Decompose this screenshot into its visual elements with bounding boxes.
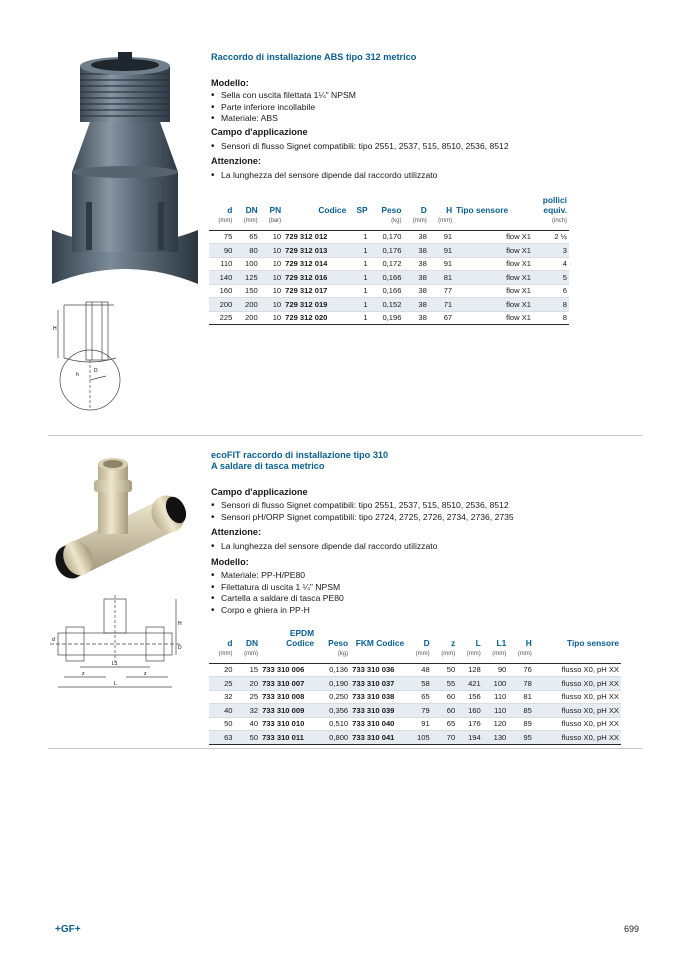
list-item: • Sensori di flusso Signet compatibili: tipo 2551, 2537, 515, 8510, 2536, 8512 <box>211 500 514 512</box>
dim-label-d-large: D <box>178 645 182 651</box>
col-header: Codice <box>318 205 347 215</box>
list-item: • Sensori pH/ORP Signet compatibili: tipo 2724, 2725, 2726, 2734, 2736, 2735 <box>211 512 514 524</box>
table-cell: 100 <box>483 677 509 691</box>
table-cell: flow X1 <box>454 257 533 271</box>
section1-table <box>209 195 569 325</box>
section-divider <box>48 748 642 749</box>
table-cell: 0,152 <box>370 298 404 312</box>
table-cell: 63 <box>209 731 235 745</box>
table-cell: 65 <box>432 717 458 731</box>
col-header: pollici equiv. <box>542 195 567 215</box>
table-cell: 6 <box>533 284 569 298</box>
table-cell: 0,510 <box>316 717 350 731</box>
table-cell: 733 310 011 <box>260 731 316 745</box>
table-row <box>209 271 569 285</box>
unit <box>454 215 533 230</box>
section2-title-line2: A saldare di tasca metrico <box>211 461 325 471</box>
table-cell: 0,190 <box>316 677 350 691</box>
table-cell: 50 <box>209 717 235 731</box>
col-header: d <box>227 205 233 215</box>
table-cell: 20 <box>209 663 235 677</box>
table-cell: 421 <box>457 677 483 691</box>
table-row <box>209 311 569 325</box>
table-cell: 10 <box>260 284 283 298</box>
dim-label-d-small: d <box>52 637 55 643</box>
table-cell: 10 <box>260 230 283 244</box>
unit: (mm) <box>243 218 258 225</box>
table-cell: 2 ½ <box>533 230 569 244</box>
table-cell: 91 <box>429 257 454 271</box>
table-cell: 40 <box>209 704 235 718</box>
table-cell: 58 <box>406 677 432 691</box>
col-header: SP <box>356 205 368 215</box>
table-cell: 71 <box>429 298 454 312</box>
table-cell: 0,196 <box>370 311 404 325</box>
table-cell: 729 312 014 <box>283 257 348 271</box>
unit <box>283 215 348 230</box>
table-cell: 729 312 016 <box>283 271 348 285</box>
list-item: • La lunghezza del sensore dipende dal raccordo utilizzato <box>211 170 437 182</box>
table-cell: 1 <box>348 271 369 285</box>
table-cell: 733 310 038 <box>350 690 406 704</box>
unit <box>350 648 406 663</box>
col-header: L1 <box>496 638 507 648</box>
table-cell: flow X1 <box>454 311 533 325</box>
col-header: PN <box>269 205 282 215</box>
col-header: Peso <box>381 205 402 215</box>
table-row <box>209 230 569 244</box>
table-cell: 4 <box>533 257 569 271</box>
unit: (mm) <box>466 651 481 658</box>
table-cell: 0,800 <box>316 731 350 745</box>
dim-label-l1: L1 <box>112 661 118 667</box>
table-cell: 38 <box>403 311 428 325</box>
table-row <box>209 717 621 731</box>
col-header: FKM Codice <box>355 638 405 648</box>
page-number: 699 <box>624 924 640 934</box>
unit: (mm) <box>218 218 233 225</box>
col-header: D <box>420 205 427 215</box>
table-cell: 0,172 <box>370 257 404 271</box>
section2-campo-label: Campo d'applicazione <box>211 487 308 497</box>
table-cell: 91 <box>406 717 432 731</box>
table-cell: 0,356 <box>316 704 350 718</box>
table-cell: 55 <box>432 677 458 691</box>
table-row <box>209 244 569 258</box>
list-item: • Materiale: ABS <box>211 113 356 125</box>
table-cell: flow X1 <box>454 230 533 244</box>
dim-label-l: L <box>114 681 117 687</box>
unit: (mm) <box>517 651 532 658</box>
table-cell: 733 310 009 <box>260 704 316 718</box>
table-cell: 10 <box>260 311 283 325</box>
section1-modello-label: Modello: <box>211 78 249 88</box>
table-cell: 91 <box>429 244 454 258</box>
table-cell: 25 <box>235 690 261 704</box>
table-cell: flusso X0, pH XX <box>534 717 621 731</box>
list-item: • Materiale: PP-H/PE80 <box>211 570 344 582</box>
table-cell: 1 <box>348 244 369 258</box>
table-cell: 105 <box>406 731 432 745</box>
table-cell: 32 <box>235 704 261 718</box>
table-cell: 200 <box>234 298 259 312</box>
table-cell: 79 <box>406 704 432 718</box>
table-cell: 95 <box>508 731 534 745</box>
table-cell: 729 312 020 <box>283 311 348 325</box>
table-cell: flow X1 <box>454 271 533 285</box>
table-cell: 733 310 040 <box>350 717 406 731</box>
table-cell: 733 310 036 <box>350 663 406 677</box>
col-header: z <box>451 638 456 648</box>
table-cell: 733 310 037 <box>350 677 406 691</box>
table-cell: 0,136 <box>316 663 350 677</box>
table-cell: 32 <box>209 690 235 704</box>
table-cell: 38 <box>403 284 428 298</box>
section2-title-line1: ecoFIT raccordo di installazione tipo 310 <box>211 450 389 460</box>
table-cell: 67 <box>429 311 454 325</box>
table-cell: 20 <box>235 677 261 691</box>
table-cell: 90 <box>209 244 234 258</box>
table-cell: 110 <box>483 690 509 704</box>
col-header: H <box>446 205 453 215</box>
table-cell: 0,176 <box>370 244 404 258</box>
table-cell: 78 <box>508 677 534 691</box>
table-cell: 140 <box>209 271 234 285</box>
gf-logo: +GF+ <box>55 924 81 935</box>
table-cell: 50 <box>235 731 261 745</box>
table-cell: flusso X0, pH XX <box>534 690 621 704</box>
unit: (mm) <box>438 218 453 225</box>
table-cell: 733 310 039 <box>350 704 406 718</box>
table-cell: 176 <box>457 717 483 731</box>
table-cell: 91 <box>429 230 454 244</box>
table-row <box>209 663 621 677</box>
table-cell: flow X1 <box>454 284 533 298</box>
table-cell: 89 <box>508 717 534 731</box>
table-cell: 1 <box>348 284 369 298</box>
list-item: • La lunghezza del sensore dipende dal raccordo utilizzato <box>211 541 437 553</box>
unit <box>348 215 369 230</box>
table-cell: 100 <box>234 257 259 271</box>
table-cell: 150 <box>234 284 259 298</box>
table-cell: 70 <box>432 731 458 745</box>
table-cell: 160 <box>209 284 234 298</box>
section2-campo-list <box>211 500 514 523</box>
dim-label-h: H <box>53 326 57 332</box>
table-cell: 0,170 <box>370 230 404 244</box>
list-item: • Filettatura di uscita 1 ¼" NPSM <box>211 582 344 594</box>
table-cell: 1 <box>348 257 369 271</box>
table-cell: 130 <box>483 731 509 745</box>
table-row <box>209 298 569 312</box>
table-cell: 90 <box>483 663 509 677</box>
table-cell: 110 <box>483 704 509 718</box>
table-row <box>209 704 621 718</box>
table-row <box>209 257 569 271</box>
table-cell: 156 <box>457 690 483 704</box>
table-cell: 733 310 008 <box>260 690 316 704</box>
table-cell: 38 <box>403 244 428 258</box>
table-row <box>209 284 569 298</box>
dim-label-z-right: z <box>144 671 147 677</box>
table-cell: 729 312 012 <box>283 230 348 244</box>
list-item: • Corpo e ghiera in PP-H <box>211 605 344 617</box>
col-header: D <box>423 638 430 648</box>
table-cell: flusso X0, pH XX <box>534 663 621 677</box>
list-item: • Cartella a saldare di tasca PE80 <box>211 593 344 605</box>
table-cell: 8 <box>533 311 569 325</box>
table-cell: flusso X0, pH XX <box>534 677 621 691</box>
section1-attenzione-label: Attenzione: <box>211 156 262 166</box>
col-header: Tipo sensore <box>567 638 619 648</box>
table-cell: 48 <box>406 663 432 677</box>
table-cell: 60 <box>432 704 458 718</box>
table-cell: 733 310 041 <box>350 731 406 745</box>
table-row <box>209 677 621 691</box>
table-cell: 10 <box>260 271 283 285</box>
table-cell: 80 <box>234 244 259 258</box>
table-cell: 40 <box>235 717 261 731</box>
table-cell: 729 312 013 <box>283 244 348 258</box>
table-cell: 733 310 010 <box>260 717 316 731</box>
table-cell: flow X1 <box>454 298 533 312</box>
unit: (mm) <box>412 218 427 225</box>
unit: (mm) <box>492 651 507 658</box>
technical-drawing-abs-312 <box>50 300 132 412</box>
technical-drawing-ecofit-310 <box>50 595 186 695</box>
section2-table <box>209 628 621 745</box>
table-cell: 65 <box>406 690 432 704</box>
section2-modello-label: Modello: <box>211 557 249 567</box>
table-cell: 8 <box>533 298 569 312</box>
table-cell: 733 310 007 <box>260 677 316 691</box>
table-cell: 1 <box>348 230 369 244</box>
table-cell: 200 <box>234 311 259 325</box>
table-cell: flow X1 <box>454 244 533 258</box>
table-cell: 200 <box>209 298 234 312</box>
col-header: EPDM Codice <box>286 628 315 648</box>
section1-campo-label: Campo d'applicazione <box>211 127 308 137</box>
col-header: DN <box>245 205 258 215</box>
dim-label-h: H <box>178 621 182 627</box>
table-cell: 729 312 017 <box>283 284 348 298</box>
table-cell: 729 312 019 <box>283 298 348 312</box>
table-cell: 76 <box>508 663 534 677</box>
table-cell: 15 <box>235 663 261 677</box>
col-header: Tipo sensore <box>456 205 509 215</box>
unit: (mm) <box>415 651 430 658</box>
table-cell: 0,250 <box>316 690 350 704</box>
unit: (mm) <box>441 651 456 658</box>
unit: (bar) <box>268 218 282 225</box>
product-photo-ecofit-310 <box>50 450 190 590</box>
table-cell: 120 <box>483 717 509 731</box>
table-cell: 38 <box>403 298 428 312</box>
col-header: d <box>227 638 233 648</box>
section1-modello-list <box>211 90 356 125</box>
section2-attenzione-label: Attenzione: <box>211 527 262 537</box>
section2-attenzione-list <box>211 541 437 553</box>
table-cell: 65 <box>234 230 259 244</box>
col-header: H <box>525 638 532 648</box>
unit: (inch) <box>551 218 567 225</box>
section1-campo-list <box>211 141 509 153</box>
table-cell: flusso X0, pH XX <box>534 704 621 718</box>
table-cell: 25 <box>209 677 235 691</box>
unit <box>260 648 316 663</box>
table-cell: 1 <box>348 311 369 325</box>
table-cell: 3 <box>533 244 569 258</box>
table-cell: 128 <box>457 663 483 677</box>
table-cell: 85 <box>508 704 534 718</box>
table-cell: 75 <box>209 230 234 244</box>
section2-title <box>211 450 388 472</box>
product-photo-abs-312 <box>50 44 200 286</box>
table-cell: 50 <box>432 663 458 677</box>
table-row <box>209 690 621 704</box>
table-cell: 225 <box>209 311 234 325</box>
unit: (mm) <box>218 651 233 658</box>
table-cell: 81 <box>508 690 534 704</box>
list-item: • Parte inferiore incollabile <box>211 102 356 114</box>
col-header: Peso <box>328 638 349 648</box>
unit: (mm) <box>244 651 259 658</box>
table-cell: 10 <box>260 244 283 258</box>
unit <box>534 648 621 663</box>
table-cell: 0,166 <box>370 271 404 285</box>
unit: (kg) <box>337 651 349 658</box>
table-cell: flusso X0, pH XX <box>534 731 621 745</box>
table-cell: 160 <box>457 704 483 718</box>
section2-modello-list <box>211 570 344 616</box>
table-cell: 38 <box>403 230 428 244</box>
unit: (kg) <box>391 218 402 225</box>
table-row <box>209 731 621 745</box>
section1-attenzione-list <box>211 170 437 182</box>
table-cell: 38 <box>403 271 428 285</box>
table-cell: 77 <box>429 284 454 298</box>
table-cell: 110 <box>209 257 234 271</box>
table-cell: 38 <box>403 257 428 271</box>
list-item: • Sensori di flusso Signet compatibili: tipo 2551, 2537, 515, 8510, 2536, 8512 <box>211 141 509 153</box>
table-cell: 60 <box>432 690 458 704</box>
list-item: • Sella con uscita filettata 1¼" NPSM <box>211 90 356 102</box>
col-header: L <box>475 638 481 648</box>
col-header: DN <box>245 638 259 648</box>
table-cell: 10 <box>260 298 283 312</box>
table-cell: 10 <box>260 257 283 271</box>
dim-label-d: D <box>94 368 98 374</box>
table-cell: 1 <box>348 298 369 312</box>
table-cell: 81 <box>429 271 454 285</box>
dim-label-z-left: z <box>82 671 85 677</box>
table-cell: 125 <box>234 271 259 285</box>
section1-title: Raccordo di installazione ABS tipo 312 metrico <box>211 52 417 62</box>
dim-label-small-h: h <box>76 372 79 378</box>
section-divider <box>48 435 642 436</box>
table-cell: 194 <box>457 731 483 745</box>
table-cell: 733 310 006 <box>260 663 316 677</box>
table-cell: 5 <box>533 271 569 285</box>
table-cell: 0,166 <box>370 284 404 298</box>
